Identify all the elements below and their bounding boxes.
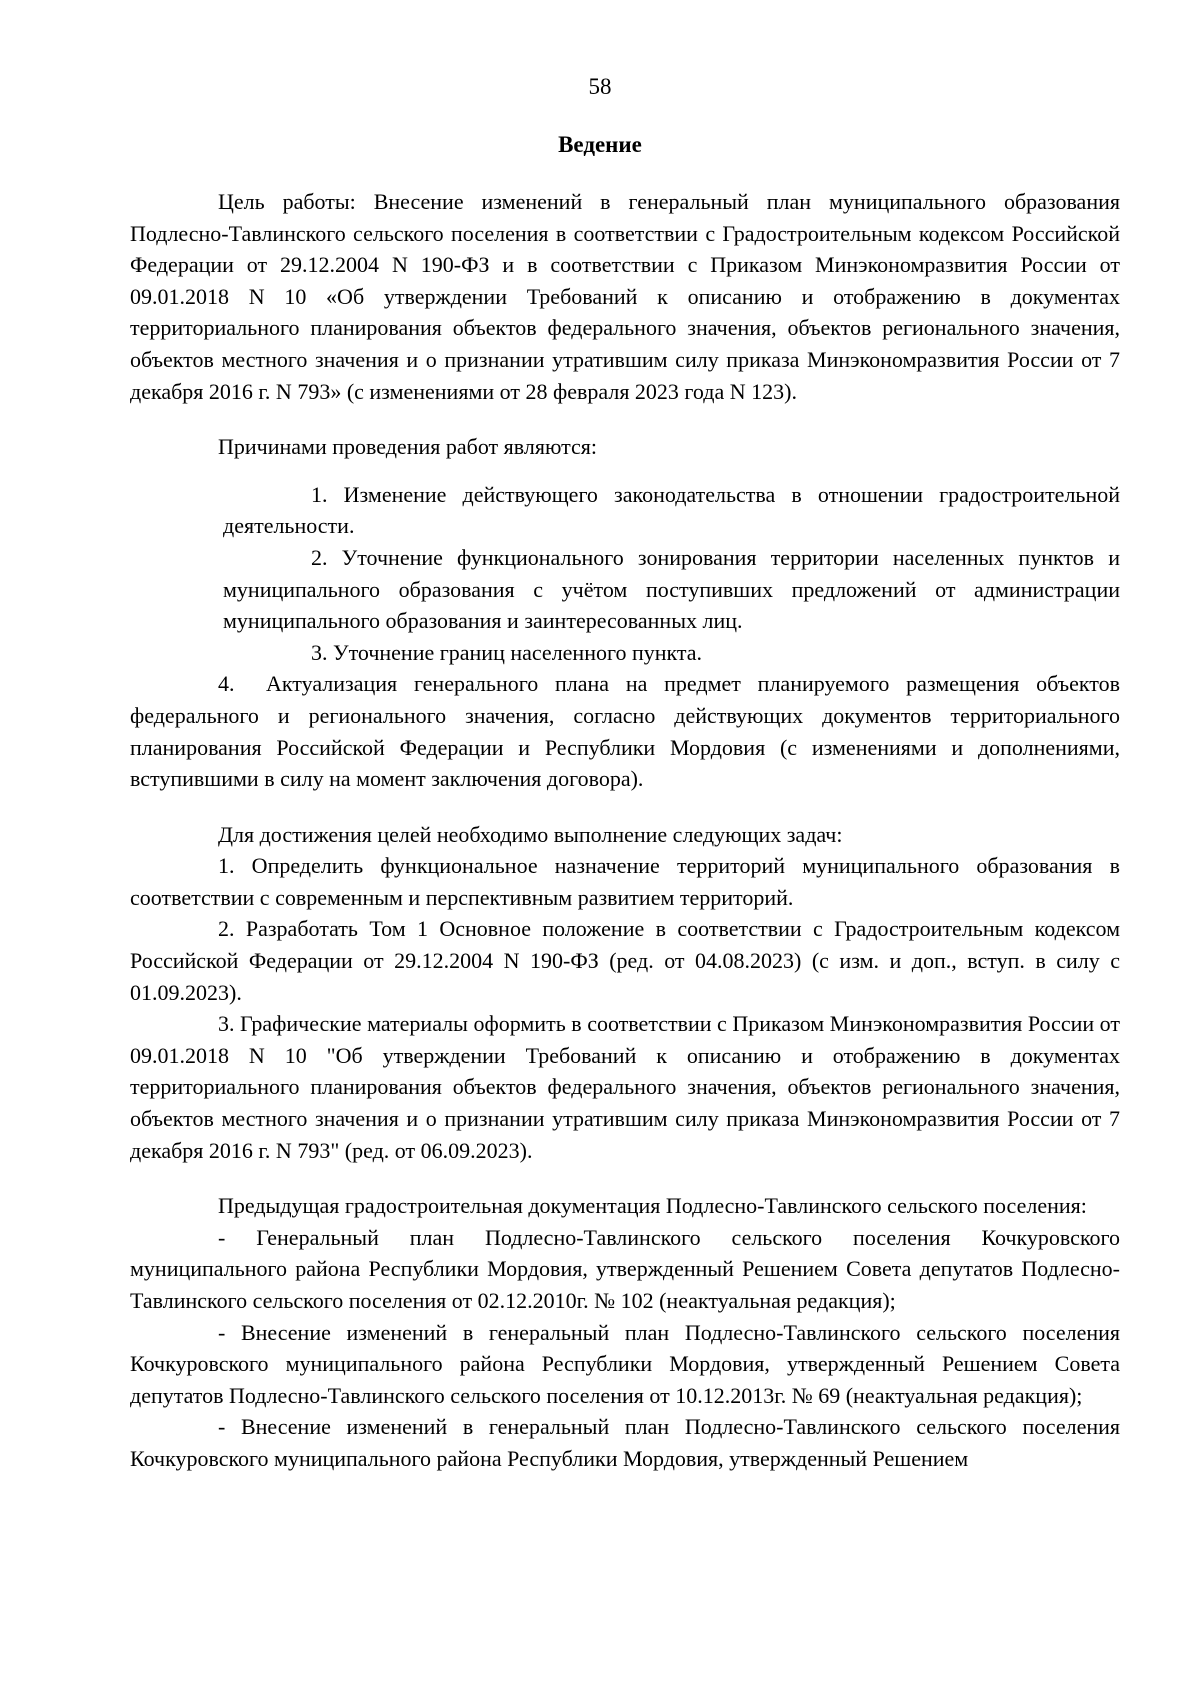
page-number: 58	[588, 74, 612, 99]
reason-item-4-number: 4.	[218, 671, 235, 697]
spacer	[130, 463, 1120, 479]
reason-item-1: 1. Изменение действующего законодательства в отношении градостроительной деятельности.	[223, 481, 1120, 539]
task-item-1: 1. Определить функциональное назначение территорий муниципального образования в соответствии с современным и перспективным развитием территорий.	[130, 853, 1120, 910]
task-item-3: 3. Графические материалы оформить в соответствии с Приказом Минэкономразвития России от 09.01.2018 N 10 "Об утверждении Требований к описанию и отображению в документах территориального планирования объектов федерального значения, объектов регионального значения, объектов местного значения и о признании утратившим силу приказа Минэкономразвития России от 7 декабря 2016 г. N 793" (ред. от 06.09.2023).	[130, 1011, 1120, 1163]
goal-paragraph: Цель работы: Внесение изменений в генеральный план муниципального образования Подлесно-Тавлинского сельского поселения в соответствии с Градостроительным кодексом Российской Федерации от 29.12.2004 N 190-ФЗ и в соответствии с Приказом Минэкономразвития России от 09.01.2018 N 10 «Об утверждении Требований к описанию и отображению в документах территориального планирования объектов федерального значения, объектов регионального значения, объектов местного значения и о признании утратившим силу приказа Минэкономразвития России от 7 декабря 2016 г. N 793» (с изменениями от 28 февраля 2023 года N 123).	[130, 189, 1120, 404]
document-body	[130, 186, 1120, 1475]
spacer	[130, 795, 1120, 819]
reason-item-4-text: Актуализация генерального плана на предмет планируемого размещения объектов федерального и регионального значения, согласно действующих документов территориального планирования Российской Федерации и Республики Мордовия (с изменениями и дополнениями, вступившими в силу на момент заключения договора).	[130, 671, 1120, 792]
previous-docs-intro: Предыдущая градостроительная документация Подлесно-Тавлинского сельского поселения:	[218, 1193, 1087, 1219]
reason-item-2: 2. Уточнение функционального зонирования территории населенных пунктов и муниципального образования с учётом поступивших предложений от администрации муниципального образования и заинтересованных лиц.	[223, 544, 1120, 634]
reason-item-4	[130, 668, 1120, 794]
previous-doc-1: - Генеральный план Подлесно-Тавлинского сельского поселения Кочкуровского муниципального района Республики Мордовия, утвержденный Решением Совета депутатов Подлесно-Тавлинского сельского поселения от 02.12.2010г. № 102 (неактуальная редакция);	[130, 1224, 1120, 1313]
reasons-intro: Причинами проведения работ являются:	[218, 434, 597, 460]
spacer	[130, 407, 1120, 431]
reason-item-3: 3. Уточнение границ населенного пункта.	[311, 639, 703, 665]
tasks-intro: Для достижения целей необходимо выполнение следующих задач:	[218, 821, 843, 847]
previous-doc-3: - Внесение изменений в генеральный план Подлесно-Тавлинского сельского поселения Кочкуровского муниципального района Республики Мордовия, утвержденный Решением	[130, 1414, 1120, 1471]
previous-doc-2: - Внесение изменений в генеральный план Подлесно-Тавлинского сельского поселения Кочкуровского муниципального района Республики Мордовия, утвержденный Решением Совета депутатов Подлесно-Тавлинского сельского поселения от 10.12.2013г. № 69 (неактуальная редакция);	[130, 1319, 1120, 1408]
spacer	[130, 1166, 1120, 1190]
page-title: Ведение	[558, 132, 642, 157]
task-item-2: 2. Разработать Том 1 Основное положение в соответствии с Градостроительным кодексом Российской Федерации от 29.12.2004 N 190-ФЗ (ред. от 04.08.2023) (с изм. и доп., вступ. в силу с 01.09.2023).	[130, 916, 1120, 1005]
